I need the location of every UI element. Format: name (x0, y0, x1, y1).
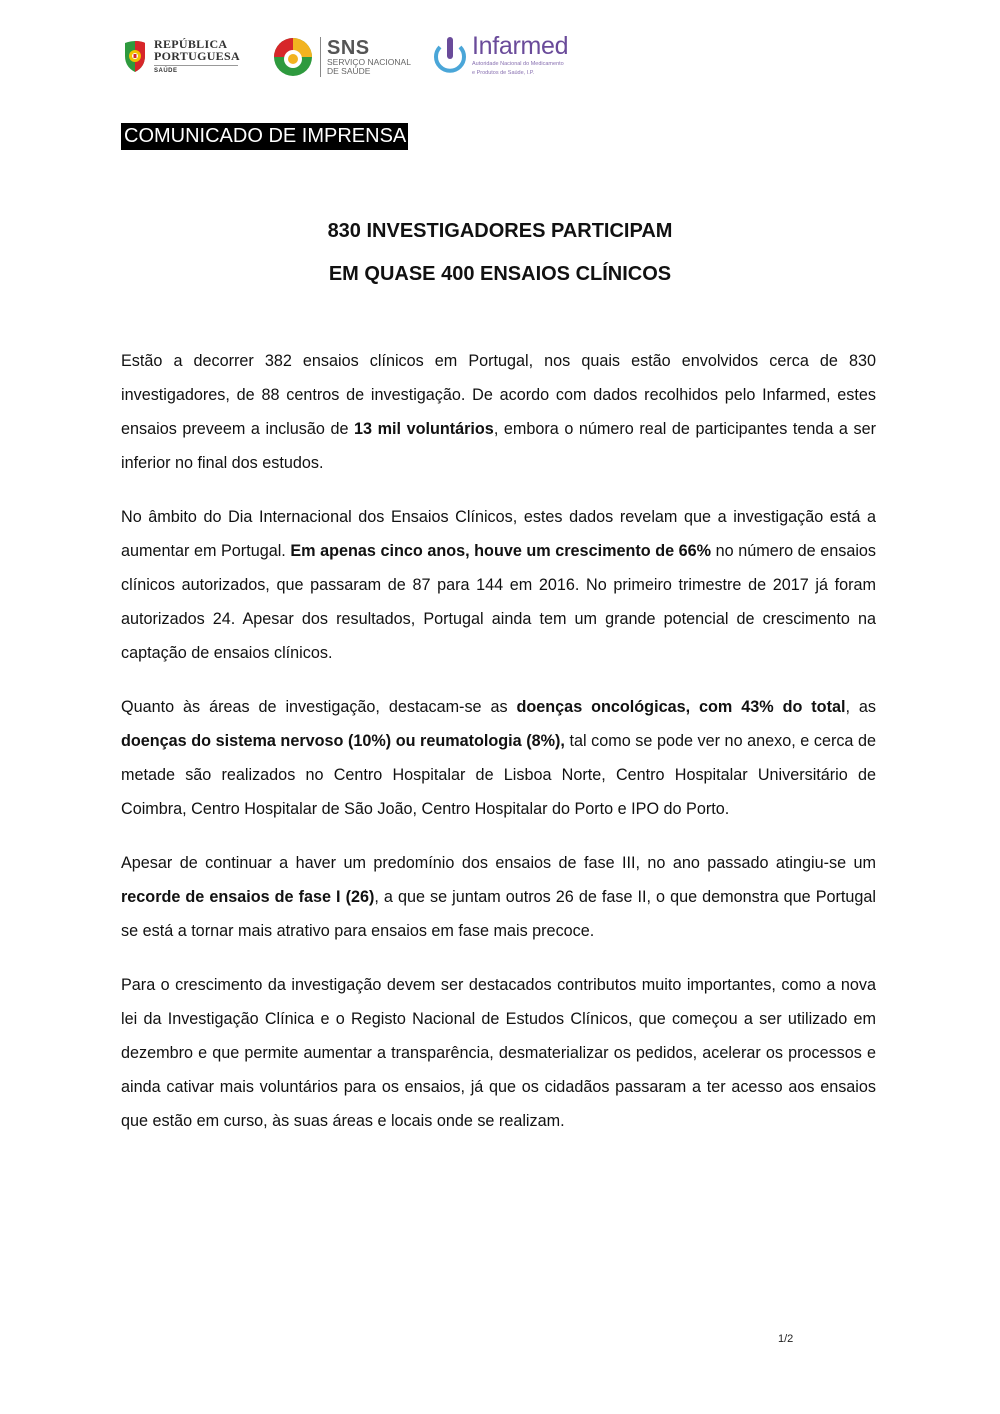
paragraph-2 (121, 500, 876, 670)
republica-line1: REPÚBLICA (154, 37, 228, 51)
paragraph-text: No âmbito do Dia Internacional dos Ensaios Clínicos, estes dados revelam que a investigação está a aumentar em Portugal. (121, 508, 876, 560)
sns-logo (272, 36, 411, 78)
paragraph-1 (121, 344, 876, 480)
republica-line2: PORTUGUESA (154, 49, 240, 63)
logo-bar (122, 34, 582, 84)
article-body (121, 344, 876, 1158)
infarmed-wordmark: Infarmed (472, 32, 569, 60)
infarmed-subtitle-line2: e Produtos de Saúde, I.P. (472, 69, 535, 76)
paragraph-text: , as (845, 698, 877, 716)
press-release-label: COMUNICADO DE IMPRENSA (121, 123, 408, 150)
republica-portuguesa-logo (122, 38, 240, 74)
infarmed-emblem-icon (432, 35, 468, 75)
paragraph-bold: Em apenas cinco anos, houve um crescimento de 66% (290, 542, 712, 560)
paragraph-text: tal como se pode ver no anexo, e cerca de metade são realizados no Centro Hospitalar de Lisboa Norte, Centro Hospitalar Universitário de Coimbra, Centro Hospitalar de São João, Centro Hospitalar do Porto e IPO do Porto. (121, 732, 877, 818)
sns-emblem-icon (272, 36, 314, 78)
portugal-emblem-icon (122, 39, 148, 73)
headline-line1: 830 INVESTIGADORES PARTICIPAM (327, 220, 673, 242)
republica-rule (154, 65, 238, 66)
paragraph-text: Apesar de continuar a haver um predomínio dos ensaios de fase III, no ano passado atingiu-se um (121, 854, 876, 872)
paragraph-bold: 13 mil voluntários (354, 420, 494, 438)
paragraph-text: , a que se juntam outros 26 de fase II, o que demonstra que Portugal se está a tornar mais atrativo para ensaios em fase mais precoce. (121, 888, 876, 940)
page-number: 1/2 (778, 1333, 794, 1345)
paragraph-bold: doenças oncológicas, com 43% do total (516, 698, 846, 716)
paragraph-text: Estão a decorrer 382 ensaios clínicos em Portugal, nos quais estão envolvidos cerca de 830 investigadores, de 88 centros de investigação. De acordo com dados recolhidos pelo Infarmed, estes ensaios preveem a inclusão de (121, 352, 876, 438)
paragraph-5 (121, 968, 876, 1138)
paragraph-text: no número de ensaios clínicos autorizados, que passaram de 87 para 144 em 2016. No primeiro trimestre de 2017 já foram autorizados 24. Apesar dos resultados, Portugal ainda tem um grande potencial de crescimento na captação de ensaios clínicos. (121, 542, 877, 662)
infarmed-logo (432, 34, 568, 76)
headline-line2: EM QUASE 400 ENSAIOS CLÍNICOS (328, 263, 672, 285)
sns-subtitle-line2: DE SAÚDE (327, 66, 371, 76)
republica-line3: SAÚDE (154, 68, 178, 74)
paragraph-text: Quanto às áreas de investigação, destacam-se as (121, 698, 517, 716)
paragraph-bold: doenças do sistema nervoso (10%) ou reumatologia (8%), (121, 732, 565, 750)
paragraph-text: , embora o número real de participantes tenda a ser inferior no final dos estudos. (121, 420, 876, 472)
paragraph-4 (121, 846, 876, 948)
sns-wordmark: SNS (327, 36, 370, 59)
paragraph-3 (121, 690, 876, 826)
infarmed-subtitle-line1: Autoridade Nacional do Medicamento (472, 61, 564, 67)
paragraph-text: Para o crescimento da investigação devem ser destacados contributos muito importantes, como a nova lei da Investigação Clínica e o Registo Nacional de Estudos Clínicos, que começou a ser utilizado em dezembro e que permite aumentar a transparência, desmaterializar os pedidos, acelerar os processos e ainda cativar mais voluntários para os ensaios, já que os cidadãos passaram a ter acesso aos ensaios que estão em curso, às suas áreas e locais onde se realizam. (121, 976, 876, 1130)
sns-subtitle-line1: SERVIÇO NACIONAL (327, 56, 411, 67)
sns-separator (320, 37, 321, 77)
paragraph-bold: recorde de ensaios de fase I (26) (121, 888, 375, 906)
